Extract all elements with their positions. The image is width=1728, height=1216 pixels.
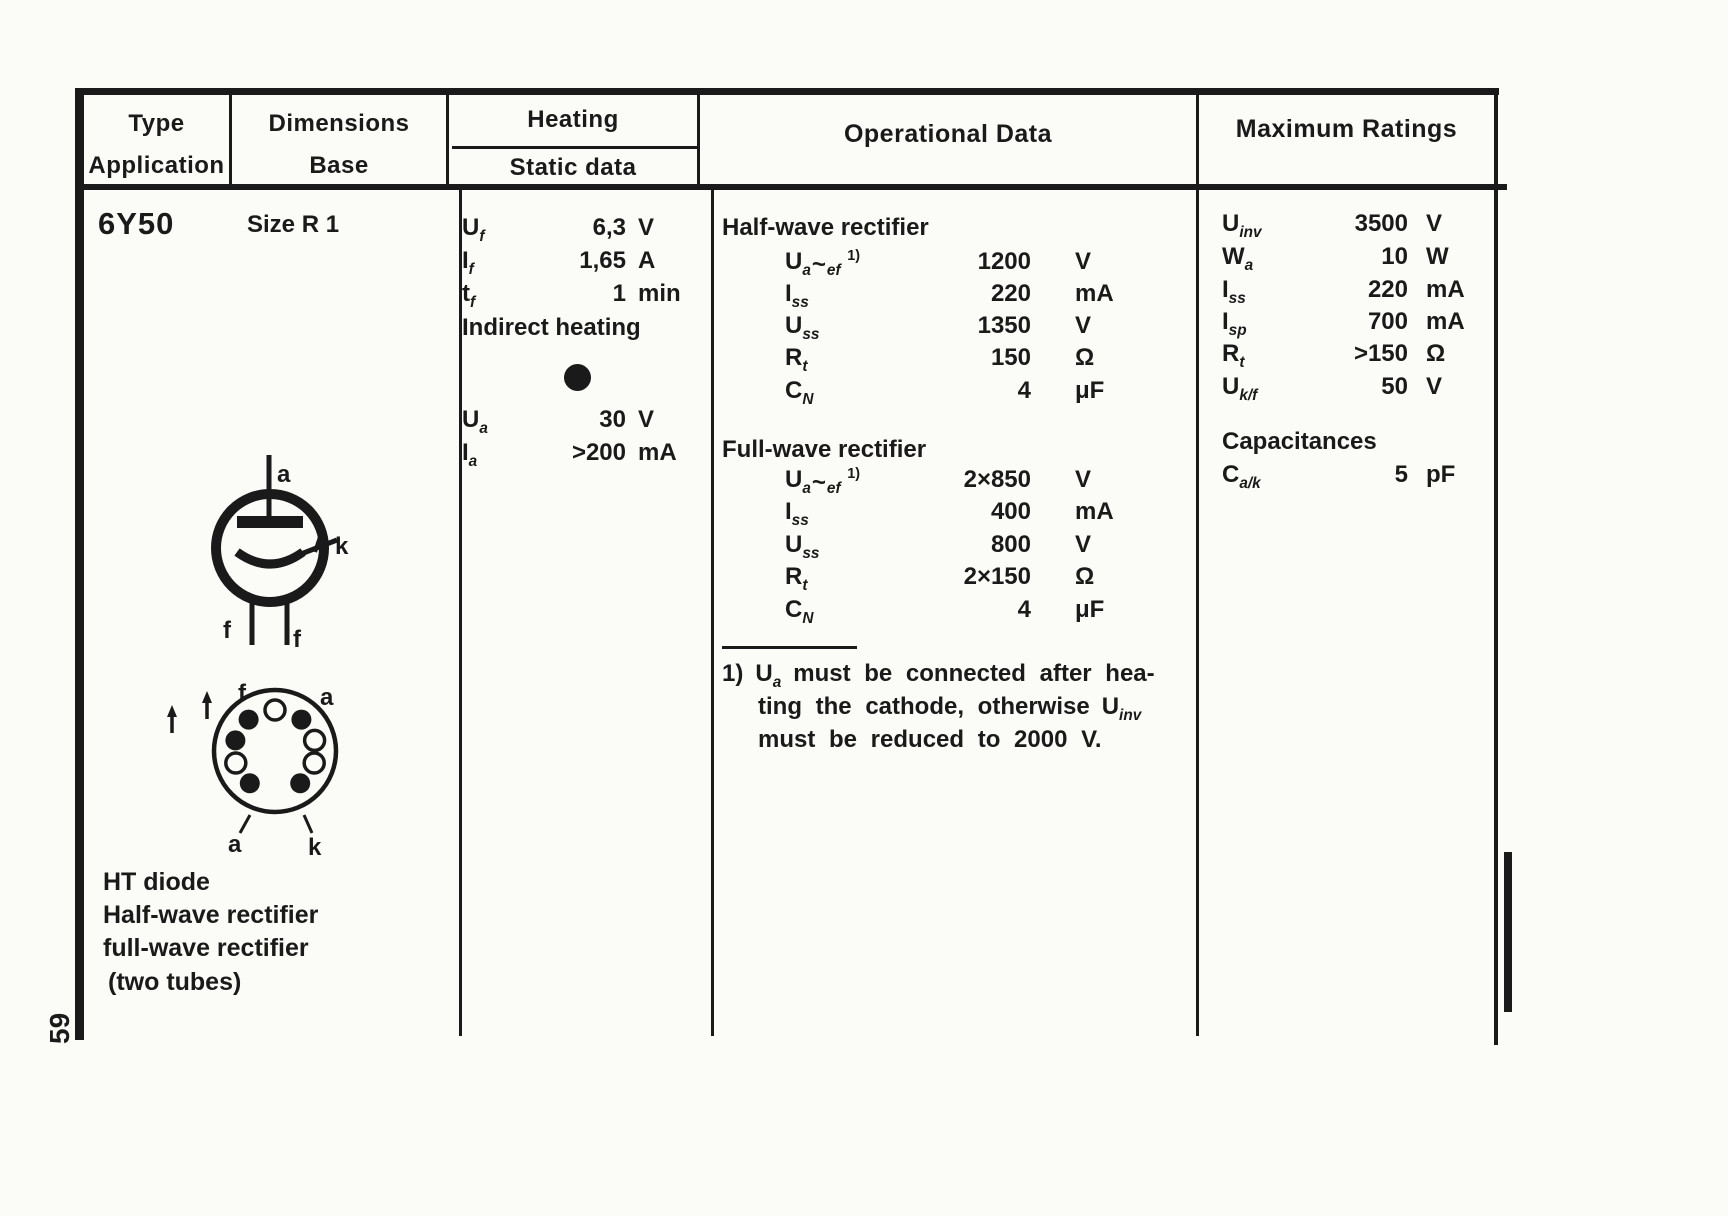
- static-data-row: [462, 406, 690, 437]
- filament-label-right: f: [293, 626, 301, 653]
- param-symbol: $I_f$: [462, 247, 474, 278]
- heating-underline: [452, 146, 698, 149]
- param-symbol: $I_{ss}$: [785, 280, 809, 311]
- param-value: 2×150: [963, 563, 1031, 590]
- param-value: 1: [612, 280, 626, 307]
- cathode-label: k: [335, 533, 349, 560]
- param-unit: V: [1075, 248, 1092, 275]
- tube-size: Size R 1: [247, 211, 340, 238]
- param-unit: V: [638, 406, 655, 433]
- param-symbol: $I_{ss}$: [1222, 276, 1246, 307]
- operational-row: [785, 596, 1135, 627]
- param-unit: W: [1426, 243, 1449, 270]
- page-edge-mark: [1504, 852, 1512, 1012]
- param-symbol: $I_{ss}$: [785, 498, 809, 529]
- param-unit: A: [638, 247, 656, 274]
- header-type-line1: Type: [128, 110, 185, 137]
- param-symbol: $W_a$: [1222, 243, 1254, 274]
- application-line: Half-wave rectifier: [103, 901, 319, 929]
- param-unit: V: [1075, 312, 1092, 339]
- param-value: 4: [1017, 377, 1031, 404]
- param-value: 10: [1381, 243, 1408, 270]
- application-line: HT diode: [103, 868, 210, 896]
- operational-row: [785, 312, 1135, 343]
- application-line: full-wave rectifier: [103, 934, 309, 962]
- cathode-arc: [237, 552, 303, 564]
- index-arrow-icon: [167, 705, 177, 717]
- header-bottom-border: [75, 184, 1507, 190]
- param-symbol: $I_{sp}$: [1222, 308, 1247, 339]
- heating-row: [462, 280, 690, 311]
- header-heating-line2: Static data: [509, 154, 637, 181]
- pin-open: [304, 753, 324, 773]
- capacitances-title: Capacitances: [1222, 428, 1377, 455]
- param-value: 6,3: [592, 214, 626, 241]
- param-value: 3500: [1354, 210, 1408, 237]
- filament-label-left: f: [223, 617, 231, 644]
- pin-filled: [290, 773, 310, 793]
- footnote-text: ting the cathode, otherwise: [758, 693, 1090, 720]
- table-right-border: [1494, 88, 1498, 1045]
- page-number: 59: [44, 1012, 75, 1044]
- max-rating-row: [1222, 340, 1474, 371]
- footnote-line: [722, 693, 1244, 724]
- param-unit: V: [1075, 531, 1092, 558]
- application-line: (two tubes): [108, 968, 242, 996]
- param-value: 1,65: [579, 247, 626, 274]
- param-value: 2×850: [963, 466, 1031, 493]
- param-unit: mA: [1426, 276, 1465, 303]
- operational-row: [785, 466, 1135, 497]
- max-rating-row: [1222, 276, 1474, 307]
- footnote-text: must be reduced to 2000 V.: [758, 726, 1102, 753]
- param-unit: mA: [1075, 280, 1114, 307]
- param-value: 4: [1017, 596, 1031, 623]
- param-symbol: $C_N$: [785, 596, 814, 627]
- pin-filled: [239, 710, 259, 730]
- index-arrow-icon: [202, 691, 212, 703]
- param-symbol: $R_t$: [785, 563, 808, 594]
- param-symbol: $U_a\sim_{ef}$ $^{1)}$: [785, 466, 861, 497]
- base-pinout-diagram: [160, 645, 400, 880]
- param-unit: μF: [1075, 596, 1105, 623]
- param-unit: mA: [638, 439, 677, 466]
- param-value: 1350: [977, 312, 1031, 339]
- operational-row: [785, 563, 1135, 594]
- pin-filled: [291, 710, 311, 730]
- pin-label-a-top: a: [320, 684, 334, 711]
- header-dimensions-line1: Dimensions: [268, 110, 410, 137]
- header-dimensions-line2: Base: [309, 152, 369, 179]
- heating-row: [462, 214, 690, 245]
- operational-row: [785, 344, 1135, 375]
- param-symbol: $U_{inv}$: [1101, 693, 1142, 724]
- pin-filled: [225, 730, 245, 750]
- footnote-marker: 1): [722, 660, 744, 687]
- param-unit: V: [1426, 373, 1443, 400]
- param-value: >200: [571, 439, 626, 466]
- header-type-line2: Application: [88, 152, 225, 179]
- param-symbol: $I_a$: [462, 439, 478, 470]
- pin-filled: [240, 773, 260, 793]
- param-unit: μF: [1075, 377, 1105, 404]
- param-unit: mA: [1426, 308, 1465, 335]
- param-value: 50: [1381, 373, 1408, 400]
- param-symbol: $U_{inv}$: [1222, 210, 1262, 241]
- param-symbol: $C_{a/k}$: [1222, 461, 1261, 492]
- footnote-text: must be connected after hea-: [793, 660, 1155, 687]
- param-unit: V: [638, 214, 655, 241]
- param-value: 220: [1367, 276, 1408, 303]
- param-unit: Ω: [1426, 340, 1446, 367]
- full-wave-title: Full-wave rectifier: [722, 436, 927, 463]
- half-wave-title: Half-wave rectifier: [722, 214, 929, 241]
- pin-open: [226, 753, 246, 773]
- pin-open: [265, 700, 285, 720]
- header-heating-line1: Heating: [527, 106, 619, 133]
- param-unit: mA: [1075, 498, 1114, 525]
- param-unit: Ω: [1075, 344, 1095, 371]
- static-data-row: [462, 439, 690, 470]
- operational-row: [785, 248, 1135, 279]
- divider-heating-operational-body: [711, 190, 714, 1036]
- param-symbol: $U_a\sim_{ef}$ $^{1)}$: [785, 248, 861, 279]
- param-symbol: $C_N$: [785, 377, 814, 408]
- param-value: >150: [1353, 340, 1408, 367]
- ink-blot: [564, 364, 591, 391]
- anode-label: a: [277, 461, 291, 488]
- param-symbol: $U_{ss}$: [785, 312, 820, 343]
- param-unit: pF: [1426, 461, 1456, 488]
- operational-row: [785, 280, 1135, 311]
- footnote-separator: [722, 646, 857, 649]
- param-value: 1200: [977, 248, 1031, 275]
- param-symbol: $U_a$: [755, 660, 782, 691]
- operational-row: [785, 498, 1135, 529]
- param-symbol: $U_{ss}$: [785, 531, 820, 562]
- param-value: 400: [990, 498, 1031, 525]
- param-unit: V: [1075, 466, 1092, 493]
- header-maximum-ratings: Maximum Ratings: [1235, 115, 1458, 143]
- param-unit: V: [1426, 210, 1443, 237]
- param-symbol: $R_t$: [1222, 340, 1245, 371]
- param-unit: min: [638, 280, 681, 307]
- tube-type: 6Y50: [98, 206, 175, 241]
- param-value: 700: [1367, 308, 1408, 335]
- operational-row: [785, 531, 1135, 562]
- heating-note: Indirect heating: [462, 314, 641, 341]
- param-unit: Ω: [1075, 563, 1095, 590]
- param-value: 5: [1394, 461, 1408, 488]
- param-symbol: $R_t$: [785, 344, 808, 375]
- pin-label-k: k: [308, 834, 322, 861]
- pin-label-a-bottom: a: [228, 831, 242, 858]
- capacitance-row: [1222, 461, 1474, 492]
- param-symbol: $t_f$: [462, 280, 476, 311]
- param-value: 800: [990, 531, 1031, 558]
- label-leader-line: [304, 815, 312, 833]
- footnote-line: [722, 726, 1244, 754]
- max-rating-row: [1222, 373, 1474, 404]
- max-rating-row: [1222, 308, 1474, 339]
- footnote-line: [722, 660, 1208, 691]
- table-left-border: [75, 88, 84, 1040]
- label-leader-line: [240, 815, 250, 833]
- tube-symbol-diagram: [185, 440, 385, 655]
- max-rating-row: [1222, 243, 1474, 274]
- operational-row: [785, 377, 1135, 408]
- param-symbol: $U_{k/f}$: [1222, 373, 1258, 404]
- pin-open: [305, 730, 325, 750]
- param-value: 220: [990, 280, 1031, 307]
- header-operational-data: Operational Data: [843, 120, 1053, 148]
- table-top-border: [75, 88, 1499, 95]
- param-value: 150: [990, 344, 1031, 371]
- param-symbol: $U_a$: [462, 406, 488, 437]
- max-rating-row: [1222, 210, 1474, 241]
- heating-row: [462, 247, 690, 278]
- divider-operational-maxratings: [1196, 88, 1199, 1036]
- param-value: 30: [599, 406, 626, 433]
- pin-label-f: f: [238, 680, 246, 707]
- param-symbol: $U_f$: [462, 214, 485, 245]
